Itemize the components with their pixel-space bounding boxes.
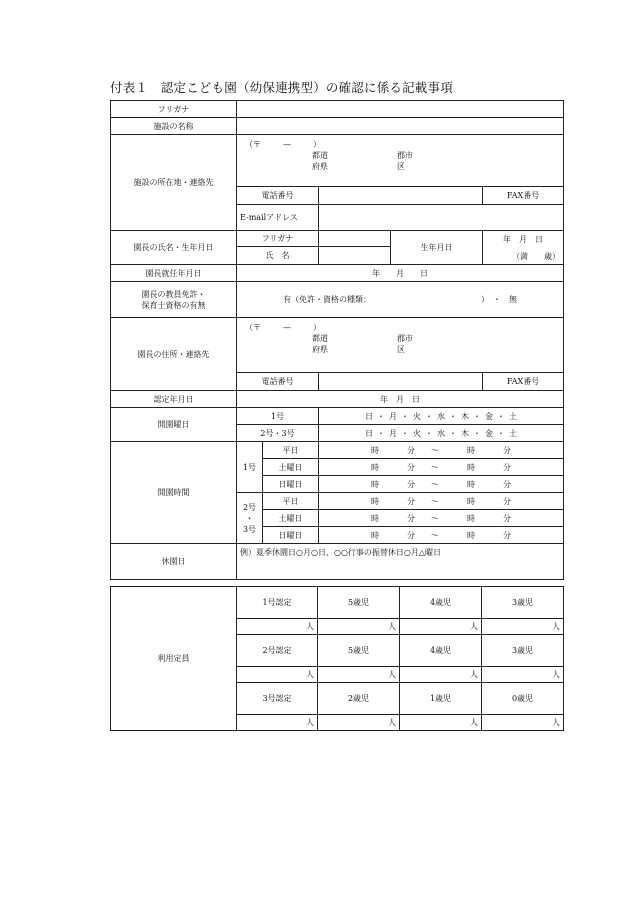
capacity-age-2-1: 4歳児 (400, 635, 482, 667)
hour-mark: 時 (371, 462, 380, 472)
postal-close: ） (313, 140, 321, 149)
director-address-field[interactable] (237, 318, 564, 373)
hours-group-1: 1号 (237, 442, 263, 493)
director-city-marker (397, 333, 413, 355)
pref-line1: 都道 (312, 151, 328, 160)
capacity-value[interactable]: 人 (318, 619, 400, 635)
director-fax-label: FAX番号 (483, 373, 564, 391)
director-pref-line1: 都道 (312, 334, 328, 343)
holidays-label: 休園日 (111, 544, 237, 580)
row-furigana (111, 101, 564, 118)
weekday-sat: 土 (509, 411, 518, 421)
hour-mark: 時 (371, 530, 380, 540)
phone-input[interactable] (319, 187, 483, 205)
director-name-label: 氏 名 (237, 247, 319, 265)
row-facility-address (111, 135, 564, 187)
city-line1: 郡市 (397, 151, 413, 160)
hours-time-2-weekday[interactable] (319, 493, 564, 510)
minute-mark: 分 (407, 513, 416, 523)
minute-mark: 分 (407, 496, 416, 506)
capacity-value[interactable]: 人 (400, 667, 482, 683)
minute-mark: 分 (407, 445, 416, 455)
director-address-label: 園長の住所・連絡先 (111, 318, 237, 391)
pref-line2: 府県 (312, 162, 328, 171)
hour-mark: 時 (467, 445, 476, 455)
capacity-age-1-0: 5歳児 (318, 587, 400, 619)
hours-time-1-weekday[interactable] (319, 442, 564, 459)
email-label: E-mailアドレス (237, 205, 319, 231)
minute-mark: 分 (503, 445, 512, 455)
weekday-sep: ・ (425, 428, 434, 438)
open-days-type-1: 1号 (237, 408, 319, 425)
minute-mark: 分 (503, 479, 512, 489)
director-postal-close: ） (313, 323, 321, 332)
capacity-age-1-1: 4歳児 (400, 587, 482, 619)
capacity-type-2: 2号認定 (237, 635, 318, 667)
postal-dash: — (283, 140, 291, 149)
page-title: 付表１ 認定こども園（幼保連携型）の確認に係る記載事項 (110, 80, 453, 95)
weekday-sep: ・ (425, 411, 434, 421)
range-tilde: 〜 (431, 462, 440, 472)
minute-mark: 分 (503, 462, 512, 472)
hours-group-2-line2: ・ (245, 513, 254, 523)
capacity-type-3: 3号認定 (237, 683, 318, 715)
director-label: 園長の氏名・生年月日 (111, 231, 237, 265)
open-days-label: 開園曜日 (111, 408, 237, 442)
postal-open: （〒 (245, 140, 261, 149)
furigana-label: フリガナ (111, 101, 237, 118)
license-prefix: 有（免許・資格の種類： (283, 295, 372, 304)
birth-label: 生年月日 (391, 231, 483, 265)
weekday-sun: 日 (365, 411, 374, 421)
capacity-type-1: 1号認定 (237, 587, 318, 619)
capacity-age-3-2: 0歳児 (482, 683, 564, 715)
hour-mark: 時 (467, 462, 476, 472)
director-postal-dash: — (283, 323, 291, 332)
hour-mark: 時 (467, 513, 476, 523)
minute-mark: 分 (407, 530, 416, 540)
hours-daytype-saturday: 土曜日 (263, 459, 319, 476)
license-label (111, 282, 237, 318)
director-postal-open: （〒 (245, 323, 261, 332)
certified-date-label: 認定年月日 (111, 391, 237, 408)
license-suffix: ） ・ 無 (481, 295, 518, 304)
prefecture-marker (312, 150, 328, 172)
row-license (111, 282, 564, 318)
minute-mark: 分 (407, 479, 416, 489)
hours-time-2-saturday[interactable] (319, 510, 564, 527)
row-director-furigana (111, 231, 564, 247)
row-director-start (111, 265, 564, 282)
director-pref-line2: 府県 (312, 345, 328, 354)
facility-name-label: 施設の名称 (111, 118, 237, 135)
director-postal-line (245, 322, 343, 333)
weekday-tue: 火 (413, 411, 422, 421)
range-tilde: 〜 (431, 479, 440, 489)
weekday-sep: ・ (449, 411, 458, 421)
open-days-weekdays-2[interactable] (319, 425, 564, 442)
form-table (110, 100, 564, 580)
weekday-sep: ・ (497, 428, 506, 438)
director-start-input[interactable]: 年 月 日 (237, 265, 564, 282)
weekday-sun: 日 (365, 428, 374, 438)
hours-daytype-saturday: 土曜日 (263, 510, 319, 527)
director-phone-input[interactable] (319, 373, 483, 391)
age-format: （満 歳） (512, 252, 561, 261)
capacity-table (110, 586, 564, 731)
capacity-value[interactable]: 人 (482, 667, 564, 683)
weekday-fri: 金 (485, 411, 494, 421)
row-certified-date (111, 391, 564, 408)
capacity-age-3-1: 1歳児 (400, 683, 482, 715)
capacity-label: 利用定員 (111, 587, 237, 731)
email-input[interactable] (319, 205, 564, 231)
holidays-input[interactable]: 例）夏季休園日○月○日、○○行事の振替休日○月△曜日 (237, 544, 564, 580)
furigana-input[interactable] (237, 101, 564, 118)
hour-mark: 時 (371, 513, 380, 523)
weekday-sep: ・ (377, 411, 386, 421)
birth-field[interactable] (483, 231, 564, 265)
weekday-wed: 水 (437, 411, 446, 421)
row-open-days-1 (111, 408, 564, 425)
director-start-label: 園長就任年月日 (111, 265, 237, 282)
license-field[interactable] (237, 282, 564, 318)
director-name-input[interactable] (319, 247, 391, 265)
row-hours-1-weekday (111, 442, 564, 459)
weekday-tue: 火 (413, 428, 422, 438)
weekday-thu: 木 (461, 428, 470, 438)
director-city-line2: 区 (397, 345, 405, 354)
hours-group-2 (237, 493, 263, 544)
certified-date-input[interactable]: 年 月 日 (237, 391, 564, 408)
capacity-value[interactable]: 人 (400, 619, 482, 635)
weekday-sep: ・ (473, 428, 482, 438)
weekday-wed: 水 (437, 428, 446, 438)
hour-mark: 時 (467, 496, 476, 506)
city-line2: 区 (397, 162, 405, 171)
weekday-thu: 木 (461, 411, 470, 421)
open-days-type-2: 2号・3号 (237, 425, 319, 442)
capacity-value[interactable]: 人 (482, 619, 564, 635)
capacity-value[interactable]: 人 (237, 667, 318, 683)
license-label-line2: 保育士資格の有無 (141, 300, 206, 310)
weekday-sep: ・ (401, 411, 410, 421)
minute-mark: 分 (503, 530, 512, 540)
director-city-line1: 郡市 (397, 334, 413, 343)
hour-mark: 時 (467, 479, 476, 489)
weekday-sep: ・ (377, 428, 386, 438)
hour-mark: 時 (371, 496, 380, 506)
postal-code-line (245, 139, 343, 150)
phone-label: 電話番号 (237, 187, 319, 205)
director-furigana-label: フリガナ (237, 231, 319, 247)
capacity-value[interactable]: 人 (482, 715, 564, 731)
capacity-value[interactable]: 人 (318, 667, 400, 683)
row-director-address (111, 318, 564, 373)
range-tilde: 〜 (431, 513, 440, 523)
facility-name-input[interactable] (237, 118, 564, 135)
capacity-age-2-0: 5歳児 (318, 635, 400, 667)
capacity-value[interactable]: 人 (400, 715, 482, 731)
row-facility-name (111, 118, 564, 135)
open-days-weekdays-1[interactable] (319, 408, 564, 425)
hours-time-1-sunday[interactable] (319, 476, 564, 493)
hours-time-1-saturday[interactable] (319, 459, 564, 476)
hours-daytype-sunday: 日曜日 (263, 476, 319, 493)
hour-mark: 時 (371, 445, 380, 455)
hour-mark: 時 (371, 479, 380, 489)
birth-format: 年 月 日 (503, 235, 544, 244)
hours-daytype-weekday: 平日 (263, 493, 319, 510)
hours-daytype-weekday: 平日 (263, 442, 319, 459)
minute-mark: 分 (407, 462, 416, 472)
facility-address-label: 施設の所在地・連絡先 (111, 135, 237, 231)
capacity-value[interactable]: 人 (237, 619, 318, 635)
weekday-sat: 土 (509, 428, 518, 438)
hours-group-2-line1: 2号 (242, 502, 257, 512)
hour-mark: 時 (467, 530, 476, 540)
hours-daytype-sunday: 日曜日 (263, 527, 319, 544)
minute-mark: 分 (503, 513, 512, 523)
minute-mark: 分 (503, 496, 512, 506)
weekday-mon: 月 (389, 428, 398, 438)
weekday-sep: ・ (497, 411, 506, 421)
director-furigana-input[interactable] (319, 231, 391, 247)
range-tilde: 〜 (431, 530, 440, 540)
hours-time-2-sunday[interactable] (319, 527, 564, 544)
range-tilde: 〜 (431, 445, 440, 455)
license-label-line1: 園長の教員免許・ (141, 289, 206, 299)
fax-label: FAX番号 (483, 187, 564, 205)
capacity-value[interactable]: 人 (237, 715, 318, 731)
weekday-fri: 金 (485, 428, 494, 438)
open-hours-label: 開園時間 (111, 442, 237, 544)
hours-group-2-line3: 3号 (242, 524, 257, 534)
capacity-value[interactable]: 人 (318, 715, 400, 731)
director-phone-label: 電話番号 (237, 373, 319, 391)
row-capacity-1 (111, 587, 564, 619)
row-holidays (111, 544, 564, 580)
capacity-age-1-2: 3歳児 (482, 587, 564, 619)
weekday-sep: ・ (473, 411, 482, 421)
weekday-mon: 月 (389, 411, 398, 421)
city-marker (397, 150, 413, 172)
facility-address-field[interactable] (237, 135, 564, 187)
capacity-age-2-2: 3歳児 (482, 635, 564, 667)
director-prefecture-marker (312, 333, 328, 355)
range-tilde: 〜 (431, 496, 440, 506)
weekday-sep: ・ (401, 428, 410, 438)
capacity-age-3-0: 2歳児 (318, 683, 400, 715)
weekday-sep: ・ (449, 428, 458, 438)
